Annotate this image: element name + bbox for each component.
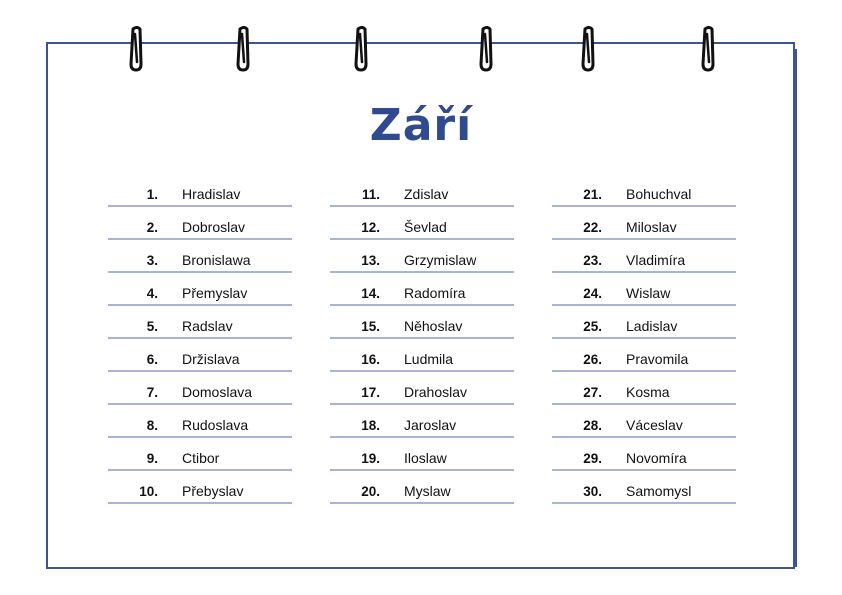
day-number: 10. (139, 484, 158, 499)
writing-line (330, 436, 514, 438)
writing-line (108, 370, 292, 372)
day-number: 1. (146, 187, 158, 202)
list-item (108, 213, 292, 246)
writing-line (330, 502, 514, 504)
name-day: Novomíra (626, 450, 687, 466)
name-day: Drahoslav (404, 384, 468, 400)
writing-line (552, 271, 736, 273)
day-number: 6. (146, 352, 158, 367)
day-number: 20. (361, 484, 380, 499)
name-day: Miloslav (626, 219, 677, 235)
day-number: 12. (361, 220, 380, 235)
list-item (330, 411, 514, 444)
writing-line (552, 205, 736, 207)
day-number: 30. (583, 484, 602, 499)
name-day: Radslav (182, 318, 233, 334)
name-day: Hradislav (182, 186, 241, 202)
writing-line (330, 238, 514, 240)
day-number: 27. (583, 385, 602, 400)
writing-line (552, 337, 736, 339)
spiral-ring-icon (700, 26, 716, 72)
list-item (552, 378, 736, 411)
writing-line (330, 271, 514, 273)
day-number: 19. (361, 451, 380, 466)
name-day: Wislaw (626, 285, 671, 301)
writing-line (108, 436, 292, 438)
day-number: 11. (361, 187, 380, 202)
day-number: 5. (146, 319, 158, 334)
day-number: 28. (583, 418, 602, 433)
writing-line (108, 337, 292, 339)
name-day: Dobroslav (182, 219, 246, 235)
writing-line (330, 469, 514, 471)
name-day: Vladimíra (626, 252, 686, 268)
name-day: Ludmila (404, 351, 454, 367)
day-number: 15. (361, 319, 380, 334)
name-day: Jaroslav (404, 417, 457, 433)
name-day: Grzymislaw (404, 252, 477, 268)
spiral-ring-icon (353, 26, 369, 72)
list-item (552, 246, 736, 279)
spiral-ring-icon (235, 26, 251, 72)
day-number: 18. (361, 418, 380, 433)
name-day: Pravomila (626, 351, 689, 367)
list-item (330, 477, 514, 510)
writing-line (330, 370, 514, 372)
list-item (330, 246, 514, 279)
list-item (552, 411, 736, 444)
name-day: Něhoslav (404, 318, 463, 334)
name-day: Samomysl (626, 483, 692, 499)
list-item (108, 378, 292, 411)
column-2 (330, 180, 514, 510)
day-number: 21. (583, 187, 602, 202)
writing-line (552, 370, 736, 372)
month-title: Září (369, 100, 473, 151)
day-number: 9. (146, 451, 158, 466)
writing-line (108, 469, 292, 471)
list-item (108, 411, 292, 444)
list-item (330, 378, 514, 411)
list-item (108, 477, 292, 510)
day-number: 13. (361, 253, 380, 268)
name-day: Váceslav (626, 417, 683, 433)
writing-line (330, 337, 514, 339)
list-item (552, 312, 736, 345)
name-day: Ševlad (404, 219, 447, 235)
day-number: 26. (583, 352, 602, 367)
writing-line (330, 304, 514, 306)
spiral-ring-icon (128, 26, 144, 72)
name-day: Zdislav (404, 186, 449, 202)
writing-line (330, 205, 514, 207)
list-item (108, 444, 292, 477)
writing-line (552, 436, 736, 438)
list-item (552, 180, 736, 213)
list-item (330, 279, 514, 312)
writing-line (108, 238, 292, 240)
list-item (108, 345, 292, 378)
writing-line (552, 502, 736, 504)
list-item (552, 279, 736, 312)
list-item (108, 312, 292, 345)
list-item (330, 312, 514, 345)
column-3 (552, 180, 736, 510)
writing-line (108, 502, 292, 504)
list-item (330, 345, 514, 378)
list-item (108, 180, 292, 213)
day-number: 8. (146, 418, 158, 433)
day-number: 2. (146, 220, 158, 235)
name-day: Iloslaw (404, 450, 447, 466)
name-day: Rudoslava (182, 417, 249, 433)
list-item (552, 477, 736, 510)
name-day: Ctibor (182, 450, 220, 466)
list-item (552, 444, 736, 477)
day-number: 3. (146, 253, 158, 268)
name-day: Přemyslav (182, 285, 248, 301)
day-number: 22. (583, 220, 602, 235)
day-number: 23. (583, 253, 602, 268)
day-number: 17. (361, 385, 380, 400)
day-number: 14. (361, 286, 380, 301)
day-number: 29. (583, 451, 602, 466)
name-day: Bohuchval (626, 186, 692, 202)
spiral-ring-icon (580, 26, 596, 72)
name-day: Bronislawa (182, 252, 251, 268)
day-number: 25. (583, 319, 602, 334)
name-day: Ladislav (626, 318, 678, 334)
name-day: Myslaw (404, 483, 451, 499)
writing-line (552, 304, 736, 306)
day-number: 7. (146, 385, 158, 400)
name-day: Držislava (182, 351, 240, 367)
list-item (552, 345, 736, 378)
name-day: Kosma (626, 384, 670, 400)
day-number: 4. (146, 286, 158, 301)
column-1 (108, 180, 292, 510)
day-number: 16. (361, 352, 380, 367)
list-item (330, 213, 514, 246)
spiral-ring-icon (478, 26, 494, 72)
writing-line (108, 205, 292, 207)
writing-line (108, 403, 292, 405)
list-item (330, 444, 514, 477)
writing-line (552, 469, 736, 471)
writing-line (108, 304, 292, 306)
name-day: Domoslava (182, 384, 253, 400)
name-day: Přebyslav (182, 483, 244, 499)
day-number: 24. (583, 286, 602, 301)
writing-line (552, 238, 736, 240)
list-item (552, 213, 736, 246)
writing-line (108, 271, 292, 273)
list-item (330, 180, 514, 213)
list-item (108, 279, 292, 312)
writing-line (552, 403, 736, 405)
writing-line (330, 403, 514, 405)
list-item (108, 246, 292, 279)
name-day: Radomíra (404, 285, 466, 301)
